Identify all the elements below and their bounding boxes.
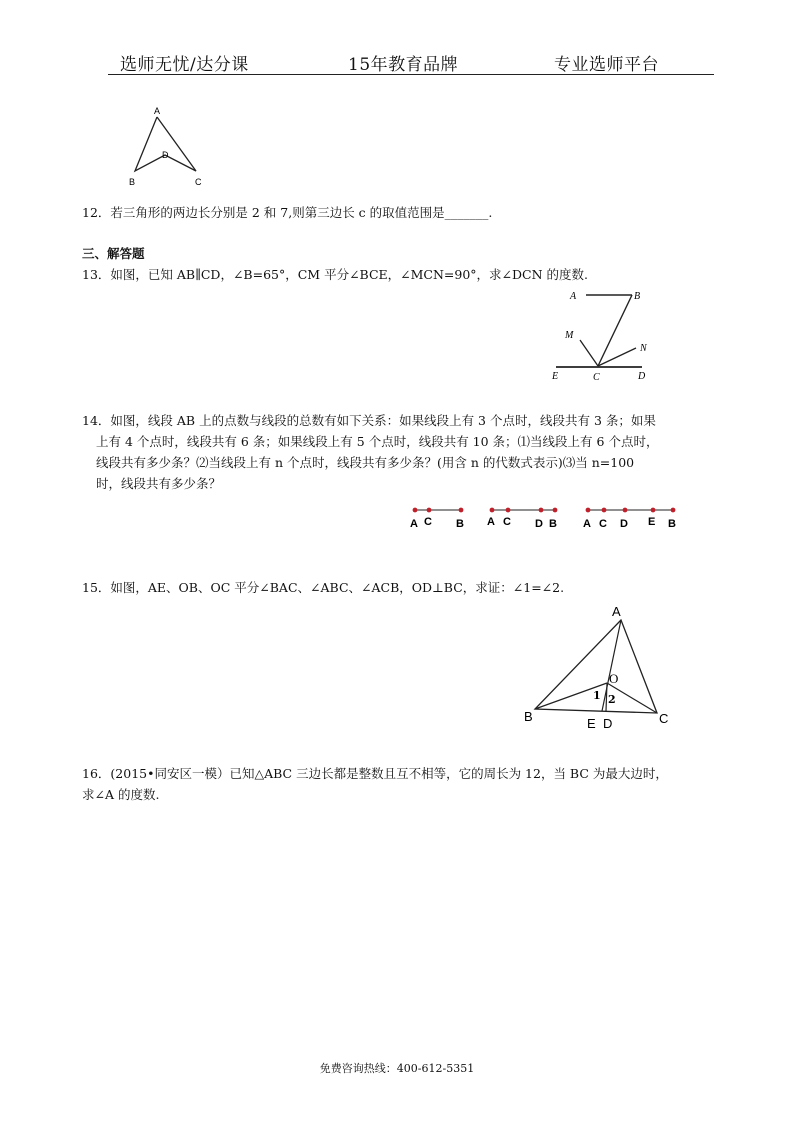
label-M: M — [565, 330, 574, 341]
header-left: 选师无忧/达分课 — [120, 55, 249, 75]
figure-q11 — [125, 105, 215, 190]
label-E: E — [587, 716, 596, 731]
question-14-line1: 14．如图，线段 AB 上的点数与线段的总数有如下关系：如果线段上有 3 个点时，线段共有 3 条；如果 — [82, 413, 656, 428]
label-A: A — [570, 291, 577, 302]
question-14 — [82, 410, 702, 494]
label-N: N — [640, 343, 647, 354]
label-D: D — [603, 716, 613, 731]
label-1: 1 — [593, 689, 601, 702]
question-16-line1: 16．(2015•同安区一模）已知△ABC 三边长都是整数且互不相等，它的周长为 12，当 BC 为最大边时， — [82, 766, 668, 781]
figure-q11-lines — [135, 117, 196, 171]
header-right: 专业选师平台 — [554, 55, 659, 75]
label-B: B — [549, 518, 557, 530]
question-14-line2: 上有 4 个点时，线段共有 6 条；如果线段上有 5 个点时，线段共有 10 条；⑴当线段上有 6 个点时， — [96, 434, 659, 449]
question-15: 15．如图，AE、OB、OC 平分∠BAC、∠ABC、∠ACB，OD⊥BC，求证：∠1=∠2. — [82, 580, 565, 595]
label-D: D — [620, 518, 628, 530]
segment-5-points — [583, 508, 676, 530]
label-C: C — [599, 518, 607, 530]
label-D: D — [162, 150, 169, 160]
footer-hotline: 免费咨询热线：400-612-5351 — [319, 1062, 475, 1075]
label-2: 2 — [608, 693, 616, 706]
question-13: 13．如图，已知 AB∥CD，∠B=65°，CM 平分∠BCE，∠MCN=90°，求∠DCN 的度数. — [82, 267, 589, 282]
label-D: D — [535, 518, 543, 530]
label-D: D — [638, 371, 646, 382]
label-B: B — [456, 518, 464, 530]
question-16 — [82, 763, 702, 805]
label-A: A — [583, 518, 591, 530]
question-12: 12．若三角形的两边长分别是 2 和 7,则第三边长 c 的取值范围是_______. — [82, 205, 493, 220]
label-A: A — [410, 518, 418, 530]
label-C: C — [659, 711, 669, 726]
label-B: B — [524, 709, 533, 724]
label-C: C — [503, 516, 511, 528]
segment-3-points — [410, 508, 464, 530]
figure-q13 — [548, 286, 658, 386]
page-header — [108, 48, 714, 75]
section-title: 三、解答题 — [82, 246, 145, 261]
question-14-line4: 时，线段共有多少条？ — [96, 476, 222, 491]
label-B: B — [634, 291, 641, 302]
label-A: A — [612, 604, 621, 619]
label-B: B — [129, 177, 136, 187]
figure-q15 — [520, 600, 680, 735]
header-center: 15年教育品牌 — [348, 55, 459, 75]
label-E: E — [648, 516, 656, 528]
label-O: O — [609, 671, 619, 686]
figure-q14 — [405, 500, 690, 535]
label-C: C — [424, 516, 432, 528]
label-C: C — [593, 372, 600, 383]
label-C: C — [195, 177, 202, 187]
question-16-line2: 求∠A 的度数. — [82, 787, 160, 802]
label-E: E — [552, 371, 559, 382]
label-B: B — [668, 518, 676, 530]
question-14-line3: 线段共有多少条？⑵当线段上有 n 个点时，线段共有多少条？(用含 n 的代数式表示)⑶当 n=100 — [96, 455, 635, 470]
segment-4-points — [487, 508, 557, 530]
label-A: A — [487, 516, 495, 528]
label-A: A — [154, 106, 161, 116]
